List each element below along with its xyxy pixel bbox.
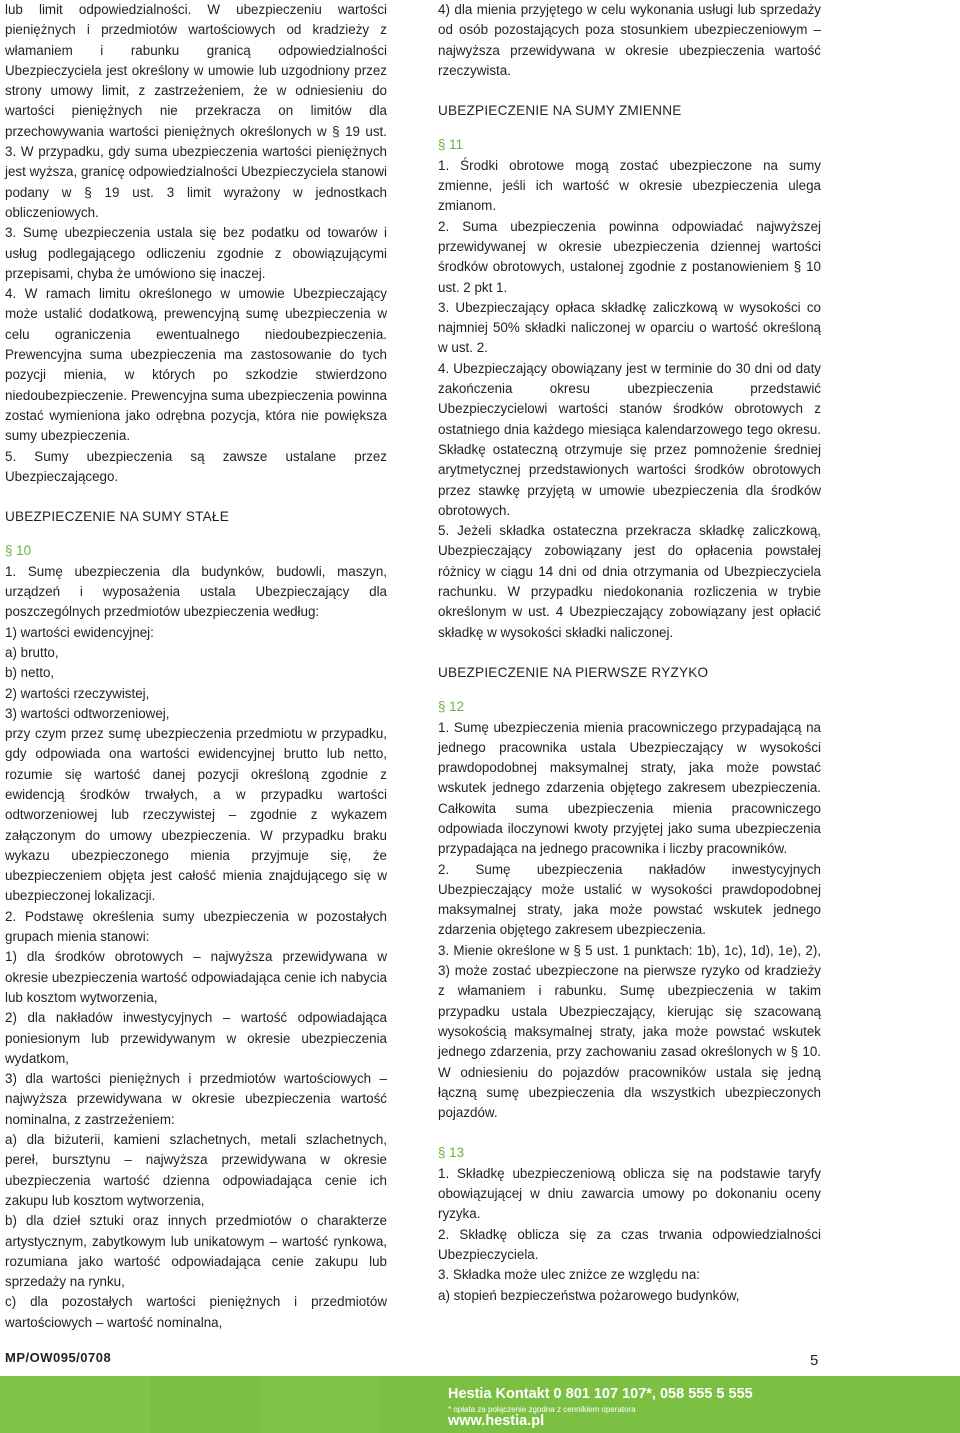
- right-column: [438, 0, 821, 1306]
- paragraph: a) dla biżuterii, kamieni szlachetnych, metali szlachetnych, pereł, bursztynu – najwyższa przewidywana w okresie ubezpieczenia wartość dzienna odpowiadająca cenie ich zakupu lub kosztom wytworzenia,: [5, 1132, 387, 1208]
- paragraph: 3. Sumę ubezpieczenia ustala się bez podatku od towarów i usług podlegającego odliczeniu zgodnie z obowiązującymi przepisami, chyba że umówiono się inaczej.: [5, 225, 387, 281]
- paragraph: b) dla dzieł sztuki oraz innych przedmiotów o charakterze artystycznym, zabytkowym lub unikatowym – wartość rynkowa, rozumiana jako wartość odpowiadająca cenie zakupu lub sprzedaży na rynku,: [5, 1213, 387, 1290]
- section-number: § 10: [5, 543, 32, 559]
- footer-contact: Hestia Kontakt 0 801 107 107*, 058 555 5 555: [448, 1386, 753, 1402]
- paragraph: 3. Ubezpieczający opłaca składkę zaliczkową w wysokości co najmniej 50% składki naliczonej w oparciu o wartość określoną w ust. 2.: [438, 299, 821, 356]
- paragraph: 4) dla mienia przyjętego w celu wykonania usługi lub sprzedaży od osób pozostających poza stosunkiem ubezpieczeniowym – najwyższa przewidywana w okresie ubezpieczenia wartość rzeczywista.: [438, 2, 821, 78]
- paragraph: 3) dla wartości pieniężnych i przedmiotów wartościowych – najwyższa przewidywana w okresie ubezpieczenia wartość nominalna, z zastrzeżeniem:: [5, 1071, 387, 1127]
- footer-decoration: [0, 1376, 150, 1433]
- paragraph: przy czym przez sumę ubezpieczenia przedmiotu w przypadku, gdy odpowiada ona wartości ewidencyjnej brutto lub netto, rozumie się wartość danej pozycji określoną zgodnie z ewidencją środków trwałych, a w przypadku wartości odtworzeniowej lub rzeczywistej – zgodnie z wykazem załączonym do umowy ubezpieczenia. W przypadku braku wykazu ubezpieczonego mienia przyjmuje się, że ubezpieczeniem objęta jest całość mienia znajdującego się w ubezpieczonej lokalizacji.: [5, 726, 387, 904]
- paragraph: a) stopień bezpieczeństwa pożarowego budynków,: [438, 1287, 740, 1303]
- paragraph: c) dla pozostałych wartości pieniężnych i przedmiotów wartościowych – wartość nominalna,: [5, 1294, 387, 1330]
- section-number: § 13: [438, 1145, 465, 1161]
- paragraph: 4. W ramach limitu określonego w umowie Ubezpieczający może ustalić dodatkową, prewencyjną sumę ubezpieczenia w celu ograniczenia ewentualnego niedoubezpieczenia. Prewencyjna suma ubezpieczenia ma zastosowanie do tych pozycji mienia, w których po szkodzie stwierdzono niedoubezpieczenie. Prewencyjna suma ubezpieczenia powinna zostać wymieniona jako odrębna pozycja, która nie powiększa sumy ubezpieczenia.: [5, 286, 387, 444]
- section-heading: UBEZPIECZENIE NA PIERWSZE RYZYKO: [438, 664, 709, 680]
- paragraph: 1. Sumę ubezpieczenia dla budynków, budowli, maszyn, urządzeń i wyposażenia ustala Ubezpieczający dla poszczególnych przedmiotów ubezpieczenia według:: [5, 563, 387, 620]
- paragraph: 2. Sumę ubezpieczenia nakładów inwestycyjnych Ubezpieczający może ustalić w wysokości prawdopodobnej maksymalnej straty, jaka może powstać wskutek jednego zdarzenia objętego zakresem ubezpieczenia.: [438, 861, 821, 938]
- section-number: § 12: [438, 699, 465, 715]
- section-number: § 11: [438, 137, 464, 153]
- section-heading: UBEZPIECZENIE NA SUMY STAŁE: [5, 509, 229, 525]
- footer-decoration: [260, 1376, 380, 1433]
- list-item: 1) wartości ewidencyjnej:: [5, 624, 154, 640]
- list-item: 2) wartości rzeczywistej,: [5, 685, 150, 701]
- list-item: b) netto,: [5, 665, 55, 681]
- paragraph: 2. Podstawę określenia sumy ubezpieczenia w pozostałych grupach mienia stanowi:: [5, 908, 387, 945]
- paragraph: 1. Składkę ubezpieczeniową oblicza się na podstawie taryfy obowiązującej w dniu zawarcia umowy po dokonaniu oceny ryzyka.: [438, 1165, 821, 1222]
- paragraph: 4. Ubezpieczający obowiązany jest w terminie do 30 dni od daty zakończenia okresu ubezpieczenia przedstawić Ubezpieczycielowi wartości stanów środków obrotowych z ostatniego dnia każdego miesiąca kalendarzowego tego okresu. Składkę ostateczną otrzymuje się przez pomnożenie średniej arytmetycznej przedstawionych wartości środków obrotowych przez stawkę przyjętą w umowie ubezpieczenia dla środków obrotowych.: [438, 360, 821, 518]
- paragraph: 1) dla środków obrotowych – najwyższa przewidywana w okresie ubezpieczenia wartość odpowiadająca cenie ich nabycia lub kosztom wytworzenia,: [5, 949, 387, 1005]
- list-item: 3) wartości odtworzeniowej,: [5, 705, 170, 721]
- paragraph: 1. Środki obrotowe mogą zostać ubezpieczone na sumy zmienne, jeśli ich wartość w okresie ubezpieczenia ulega zmianom.: [438, 157, 821, 214]
- paragraph: 2. Składkę oblicza się za czas trwania odpowiedzialności Ubezpieczyciela.: [438, 1226, 821, 1262]
- page-number: 5: [810, 1352, 819, 1369]
- paragraph: 3. Mienie określone w § 5 ust. 1 punktach: 1b), 1c), 1d), 1e), 2), 3) może zostać ubezpieczone na pierwsze ryzyko od kradzieży z włamaniem i rabunku. Sumę ubezpieczenia w takim przypadku ustala Ubezpieczający, kierując się szacowaną wysokością maksymalnej straty, jaka może powstać wskutek jednego zdarzenia, przy zachowaniu zasad określonych w § 10. W odniesieniu do pojazdów pracowników ustala się jedną łączną sumę ubezpieczenia dla wszystkich ubezpieczonych pojazdów.: [438, 942, 821, 1121]
- paragraph: 1. Sumę ubezpieczenia mienia pracowniczego przypadającą na jednego pracownika ustala Ubezpieczający w wysokości prawdopodobnej maksymalnej straty, jaka może powstać wskutek jednego zdarzenia objętego zakresem ubezpieczenia. Całkowita suma ubezpieczenia mienia pracowniczego odpowiada iloczynowi kwoty przyjętej jako suma ubezpieczenia przypadająca na jednego pracownika i liczby pracowników.: [438, 719, 821, 857]
- paragraph: 5. Jeżeli składka ostateczna przekracza składkę zaliczkową, Ubezpieczający zobowiązany jest do opłacenia powstałej różnicy w ciągu 14 dni od dnia otrzymania od Ubezpieczyciela rachunku. W przypadku niedokonania rozliczenia w trybie określonym w ust. 4 Ubezpieczający zobowiązany jest opłacić składkę w wysokości składki naliczonej.: [438, 523, 821, 640]
- footer-website-link[interactable]: www.hestia.pl: [448, 1413, 545, 1429]
- paragraph: lub limit odpowiedzialności. W ubezpieczeniu wartości pieniężnych i przedmiotów wartościowych od kradzieży z włamaniem i rabunku granicą odpowiedzialności Ubezpieczyciela jest określony w umowie lub uzgodniony przez strony umowy limit, z zastrzeżeniem, że w odniesieniu do wartości pieniężnych nie przekracza on limitów dla przechowywania wartości pieniężnych określonych w § 19 ust. 3. W przypadku, gdy suma ubezpieczenia wartości pieniężnych jest wyższa, granicę odpowiedzialności Ubezpieczyciela stanowi podany w § 19 ust. 3 limit wyrażony w jednostkach obliczeniowych.: [5, 2, 387, 220]
- footer-note: * opłata za połączenie zgodna z cennikiem operatora: [448, 1405, 636, 1414]
- paragraph: 2. Suma ubezpieczenia powinna odpowiadać najwyższej przewidywanej w okresie ubezpieczenia dziennej wartości środków obrotowych, ustalonej zgodnie z postanowieniem § 10 ust. 2 pkt 1.: [438, 218, 821, 295]
- left-column: [5, 0, 387, 1333]
- paragraph: 2) dla nakładów inwestycyjnych – wartość odpowiadająca poniesionym lub przewidywanym w okresie ubezpieczenia wydatkom,: [5, 1010, 387, 1066]
- list-item: a) brutto,: [5, 644, 59, 660]
- paragraph: 3. Składka może ulec zniżce ze względu na:: [438, 1267, 701, 1283]
- paragraph: 5. Sumy ubezpieczenia są zawsze ustalane przez Ubezpieczającego.: [5, 448, 387, 484]
- document-code: MP/OW095/0708: [5, 1350, 112, 1365]
- section-heading: UBEZPIECZENIE NA SUMY ZMIENNE: [438, 103, 682, 119]
